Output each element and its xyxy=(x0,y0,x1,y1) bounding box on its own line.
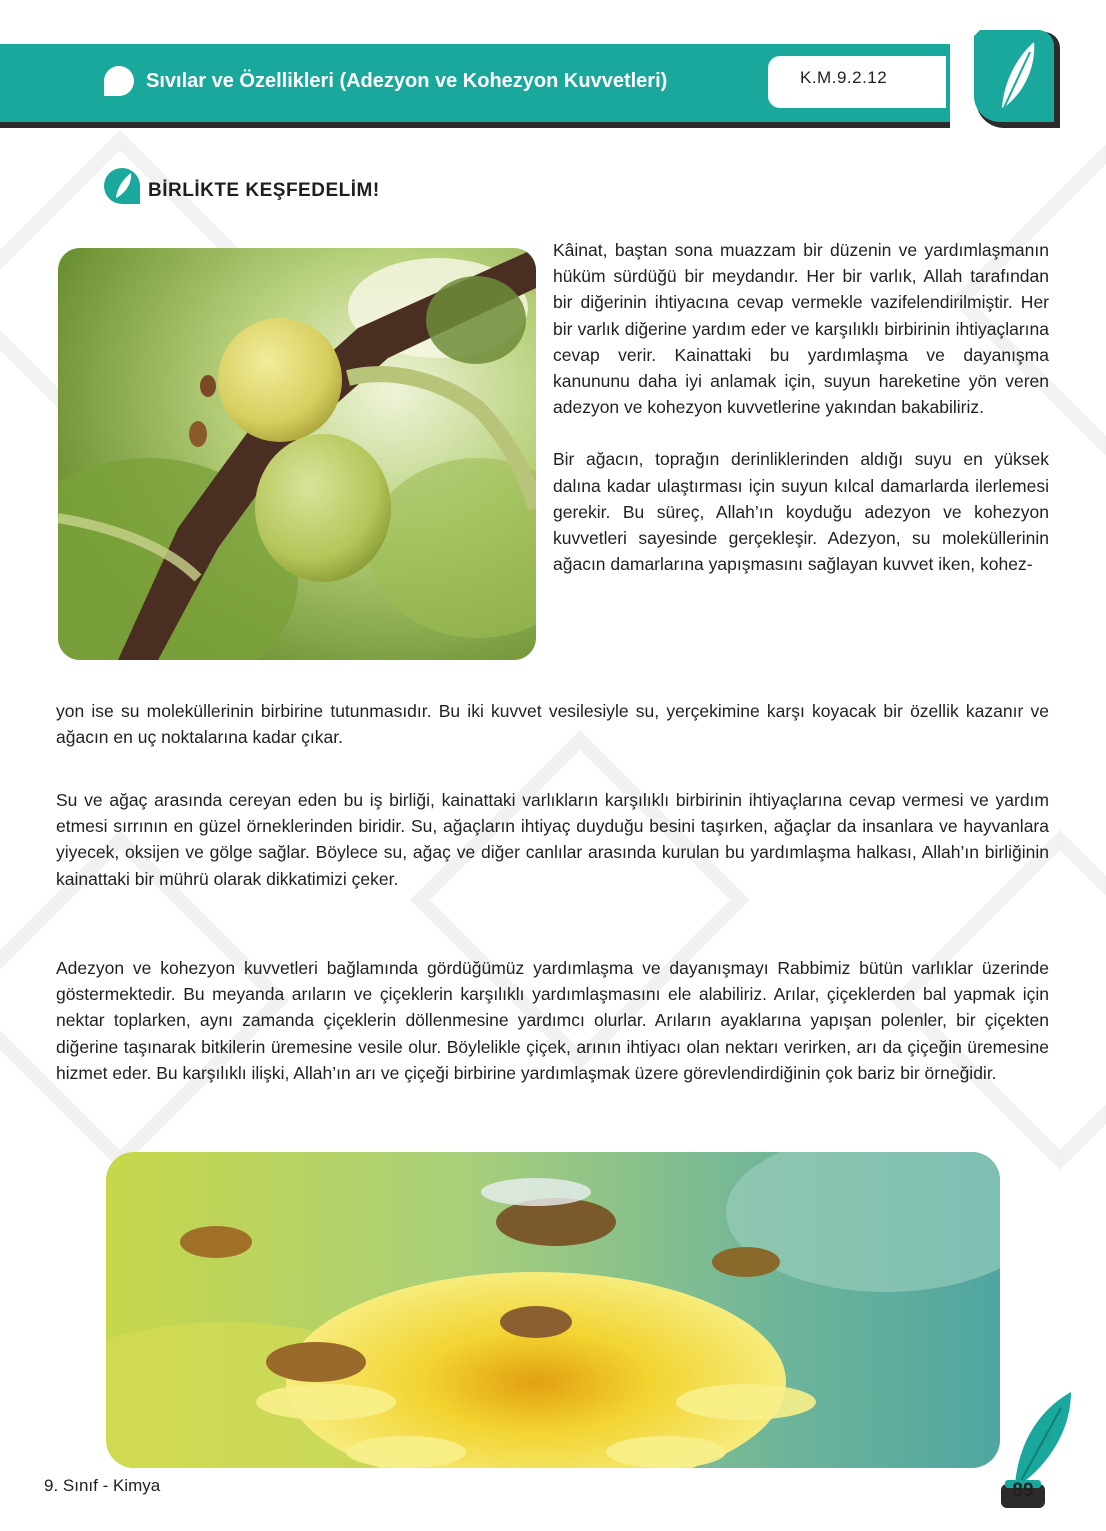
header-bullet-icon xyxy=(104,66,134,96)
intro-column xyxy=(553,237,1049,577)
page-number: 89 xyxy=(1012,1480,1034,1501)
book-title: 9. Sınıf - Kimya xyxy=(44,1476,161,1495)
paragraph-2-bottom: yon ise su moleküllerinin birbirine tutunmasıdır. Bu iki kuvvet vesilesiyle su, yerçekimine karşı koyacak bir özellik kazanır ve ağacın en uç noktalarına kadar çıkar. xyxy=(56,701,1049,748)
paragraph-4: Adezyon ve kohezyon kuvvetleri bağlamında gördüğümüz yardımlaşma ve dayanışmayı Rabbimiz bütün varlıklar üzerinde göstermektedir. Bu meyanda arıların ve çiçeklerin karşılıklı yardımlaşmasını ele alabiliriz. Arılar, çiçeklerden bal yapmak için nektar toplarken, aynı zamanda çiçeklerin döllenmesine yardımcı olurlar. Arıların ayaklarına yapışan polenler, bir çiçekten diğerine taşınarak bitkilerin üremesine vesile olur. Böylelikle çiçek, arının ihtiyacı olan nektarı verirken, arı da çiçeğin üremesine hizmet eder. Bu karşılıklı ilişki, Allah’ın arı ve çiçeği birbirine yardımlaşmak üzere görevlendirdiğinin çok bariz bir örneğidir. xyxy=(56,958,1049,1083)
paragraph-1: Kâinat, baştan sona muazzam bir düzenin ve yardımlaşmanın hüküm sürdüğü bir meydandır. Her bir varlık, Allah tarafından bir diğerinin ihtiyacına cevap vermekle vazifelendirilmiştir. Her bir varlık diğerine yardım eder ve karşılıklı birbirinin ihtiyaçlarına cevap verir. Kainattaki bu yardımlaşma ve dayanışma kanununu daha iyi anlamak için, suyun hareketine yön veren adezyon ve kohezyon kuvvetlerine yakından bakabiliriz. xyxy=(553,240,1049,418)
curriculum-code: K.M.9.2.12 xyxy=(800,68,888,87)
feather-icon xyxy=(974,30,1062,130)
page-title: Sıvılar ve Özellikleri (Adezyon ve Kohezyon Kuvvetleri) xyxy=(146,70,668,92)
paragraph-2-top: Bir ağacın, toprağın derinliklerinden aldığı suyu en yüksek dalına kadar ulaştırması için suyun kılcal damarlarda ilerlemesi gerekir. Bu süreç, Allah’ın koyduğu adezyon ve kohezyon kuvvetleri sayesinde gerçekleşir. Adezyon, su moleküllerinin ağacın damarlarına yapışmasını sağlayan kuvvet iken, kohez- xyxy=(553,449,1049,575)
feather-icon xyxy=(104,168,142,204)
section-title: BİRLİKTE KEŞFEDELİM! xyxy=(148,180,380,201)
bees-on-flower-photo xyxy=(106,1152,1000,1468)
fig-branch-photo xyxy=(58,248,536,660)
paragraph-3: Su ve ağaç arasında cereyan eden bu iş birliği, kainattaki varlıkların karşılıklı birbirinin ihtiyaçlarına cevap vermesi ve yardım etmesi sırrının en güzel örneklerinden biridir. Su, ağaçların ihtiyaç duyduğu besini taşırken, ağaçlar da insanlara ve hayvanlara yiyecek, oksijen ve gölge sağlar. Böylece su, ağaç ve diğer canlılar arasında kurulan bu yardımlaşma halkası, Allah’ın birliğinin kainattaki bir mührü olarak dikkatimizi çeker. xyxy=(56,790,1049,889)
